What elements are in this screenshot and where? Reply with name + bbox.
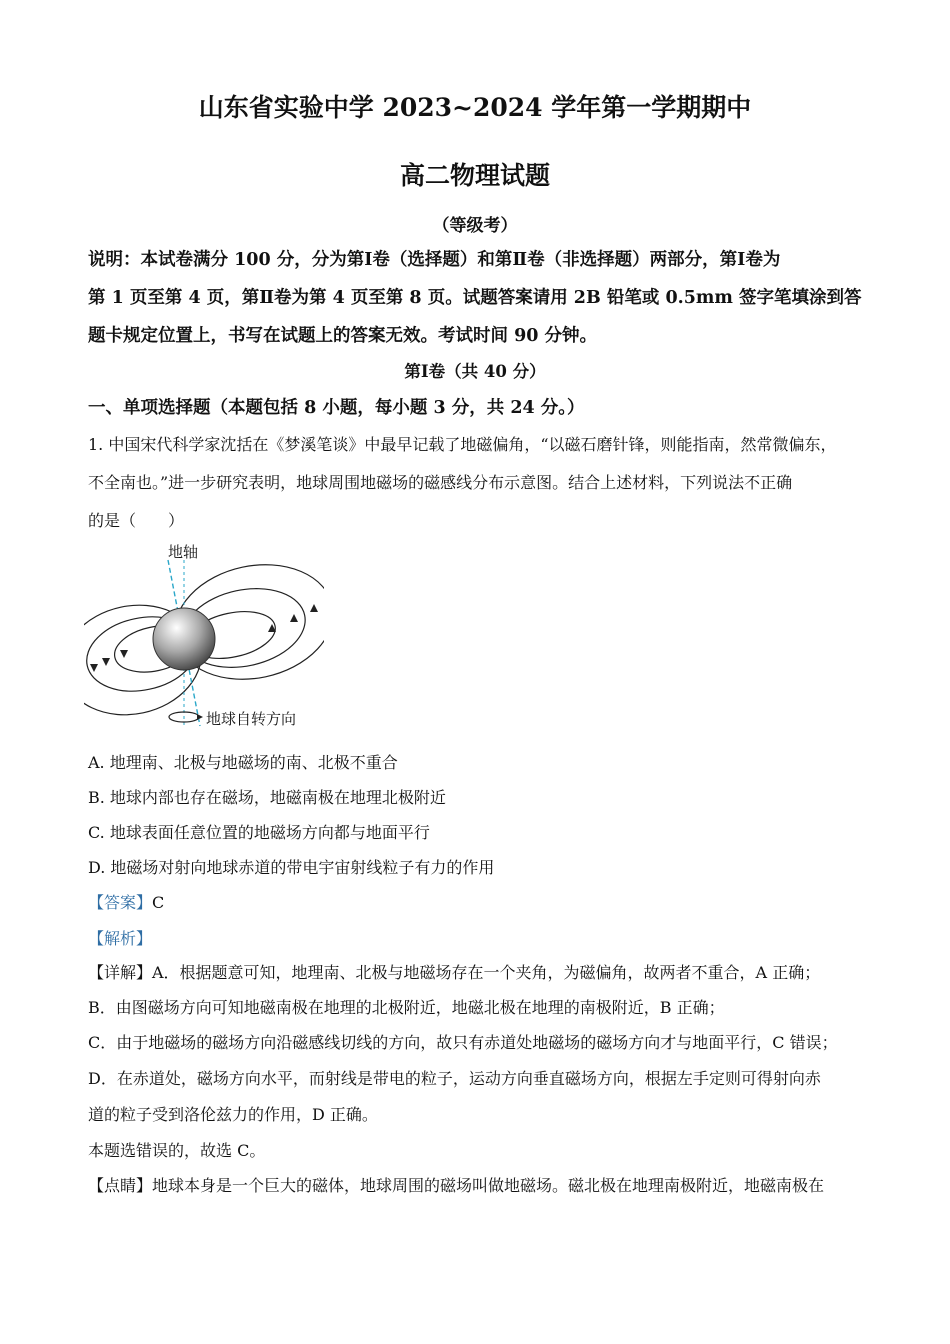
earth-sphere	[153, 608, 215, 670]
detail-line-7: 【点睛】地球本身是一个巨大的磁体，地球周围的磁场叫做地磁场。磁北极在地理南极附近，地磁南极在	[88, 1176, 825, 1195]
detail-line-5: 道的粒子受到洛伦兹力的作用，D 正确。	[88, 1105, 378, 1124]
exam-title: 山东省实验中学 2023~2024 学年第一学期期中	[198, 93, 752, 122]
earth-axis-label: 地轴	[168, 543, 199, 561]
rotation-direction-label: 地球自转方向	[206, 710, 297, 728]
answer-line	[88, 890, 864, 913]
question-stem-1: 1. 中国宋代科学家沈括在《梦溪笔谈》中最早记载了地磁偏角，“以磁石磨针锋，则能指南，然常微偏东，	[88, 435, 837, 454]
answer-value: C	[152, 893, 165, 912]
exam-subject: 高二物理试题	[399, 161, 550, 190]
option-b: B. 地球内部也存在磁场，地磁南极在地理北极附近	[88, 788, 446, 807]
instructions-line-2: 第 1 页至第 4 页，第Ⅱ卷为第 4 页至第 8 页。试题答案请用 2B 铅笔或 0.5mm 签字笔填涂到答	[88, 288, 862, 308]
option-d: D. 地磁场对射向地球赤道的带电宇宙射线粒子有力的作用	[88, 858, 495, 877]
geomagnetic-field-figure	[84, 538, 324, 730]
section-title: 第Ⅰ卷（共 40 分）	[404, 362, 546, 381]
analysis-label: 【解析】	[88, 929, 153, 948]
detail-line-1: 【详解】A．根据题意可知，地理南、北极与地磁场存在一个夹角，为磁偏角，故两者不重合，A 正确；	[88, 963, 821, 982]
detail-line-6: 本题选错误的，故选 C。	[88, 1141, 266, 1160]
option-a: A. 地理南、北极与地磁场的南、北极不重合	[88, 753, 398, 772]
instructions-line-3: 题卡规定位置上，书写在试题上的答案无效。考试时间 90 分钟。	[88, 326, 598, 346]
answer-label: 【答案】	[88, 893, 153, 912]
exam-level: （等级考）	[432, 216, 518, 236]
part-title: 一、单项选择题（本题包括 8 小题，每小题 3 分，共 24 分。）	[88, 398, 585, 418]
question-stem-3: 的是（ ）	[88, 511, 185, 530]
detail-line-2: B．由图磁场方向可知地磁南极在地理的北极附近，地磁北极在地理的南极附近，B 正确；	[88, 998, 725, 1017]
detail-line-3: C．由于地磁场的磁场方向沿磁感线切线的方向，故只有赤道处地磁场的磁场方向才与地面平行，C 错误；	[88, 1033, 838, 1052]
option-c: C. 地球表面任意位置的地磁场方向都与地面平行	[88, 823, 430, 842]
question-stem-2: 不全南也。”进一步研究表明，地球周围地磁场的磁感线分布示意图。结合上述材料，下列说法不正确	[88, 473, 793, 492]
detail-line-4: D．在赤道处，磁场方向水平，而射线是带电的粒子，运动方向垂直磁场方向，根据左手定则可得射向赤	[88, 1069, 821, 1088]
instructions-line-1: 说明：本试卷满分 100 分，分为第Ⅰ卷（选择题）和第Ⅱ卷（非选择题）两部分，第Ⅰ卷为	[88, 250, 781, 270]
